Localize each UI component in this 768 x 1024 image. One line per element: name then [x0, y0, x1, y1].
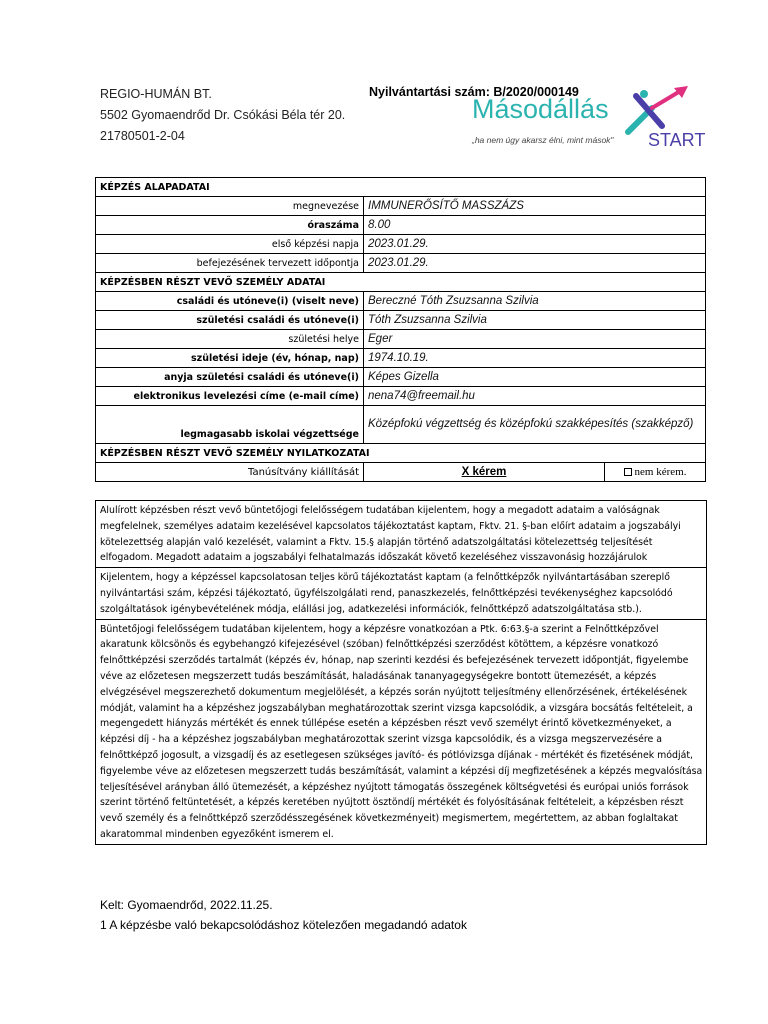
date-line: Kelt: Gyomaendrőd, 2022.11.25. — [100, 898, 273, 912]
training-hours-label: óraszáma — [96, 216, 364, 235]
training-name-label: megnevezése — [96, 197, 364, 216]
declaration-paragraphs — [95, 500, 707, 845]
table-row — [96, 235, 706, 254]
table-row — [96, 311, 706, 330]
birth-place-label: születési helye — [96, 330, 364, 349]
logo-word: Másodállás — [472, 94, 609, 124]
education-label: legmagasabb iskolai végzettsége — [96, 406, 364, 444]
declaration-paragraph: Alulírott képzésben részt vevő büntetőjogi felelősségem tudatában kijelentem, hogy a megadott adataim a valóságnak megfelelnek, személyes adataim kezelésével kapcsolatos tájékoztatást kaptam, Fktv. 21. §-ban előírt adataim a jogszabályi kötelezettség alapján való kezelését, valamint a Fktv. 15.§ alapján történő adatszolgáltatási kötelezettség teljesítését elfogadom. Megadott adataim a jogszabályi felhatalmazás időszakát követő kezeléséhez visszavonásig hozzájárulok — [100, 505, 681, 564]
section-declaration-title: KÉPZÉSBEN RÉSZT VEVŐ SZEMÉLY NYILATKOZATAI — [96, 444, 706, 463]
training-end-label: befejezésének tervezett időpontja — [96, 254, 364, 273]
training-start-value: 2023.01.29. — [364, 235, 706, 254]
person-name-value: Bereczné Tóth Zsuzsanna Szilvia — [364, 292, 706, 311]
training-name-value: IMMUNERŐSÍTŐ MASSZÁZS — [364, 197, 706, 216]
certificate-yes-cell — [364, 463, 605, 481]
person-name-label: családi és utóneve(i) (viselt neve) — [96, 292, 364, 311]
table-row — [96, 406, 706, 444]
company-name: REGIO-HUMÁN BT. — [100, 87, 212, 101]
certificate-no-cell[interactable] — [605, 466, 705, 478]
table-row — [96, 387, 706, 406]
education-value: Középfokú végzettség és középfokú szakképesítés (szakképző) — [364, 406, 706, 444]
document-header — [0, 0, 768, 160]
company-id: 21780501-2-04 — [100, 129, 185, 143]
table-row — [96, 463, 706, 482]
training-end-value: 2023.01.29. — [364, 254, 706, 273]
mother-name-label: anyja születési családi és utóneve(i) — [96, 368, 364, 387]
table-row — [96, 197, 706, 216]
certificate-options — [364, 463, 706, 482]
logo-arrow-icon — [622, 86, 692, 136]
table-row — [96, 216, 706, 235]
company-address: 5502 Gyomaendrőd Dr. Csókási Béla tér 20. — [100, 108, 346, 122]
table-row — [96, 330, 706, 349]
certificate-no-option: nem kérem. — [634, 466, 687, 478]
birth-date-label: születési ideje (év, hónap, nap) — [96, 349, 364, 368]
birth-name-label: születési családi és utóneve(i) — [96, 311, 364, 330]
footnote: 1 A képzésbe való bekapcsolódáshoz kötelezően megadandó adatok — [100, 918, 467, 932]
certificate-yes-option[interactable]: X kérem — [461, 466, 507, 478]
registration-number: Nyilvántartási szám: B/2020/000149 — [369, 85, 579, 99]
email-label: elektronikus levelezési címe (e-mail címe) — [96, 387, 364, 406]
data-table — [95, 177, 706, 482]
birth-place-value: Eger — [364, 330, 706, 349]
logo-start: START — [648, 130, 706, 150]
email-value: nena74@freemail.hu — [364, 387, 706, 406]
checkbox-icon[interactable] — [624, 468, 632, 476]
birth-date-value: 1974.10.19. — [364, 349, 706, 368]
training-start-label: első képzési napja — [96, 235, 364, 254]
section-training-title: KÉPZÉS ALAPADATAI — [96, 178, 706, 197]
declaration-paragraph: Kijelentem, hogy a képzéssel kapcsolatosan teljes körű tájékoztatást kaptam (a felnőttképzők nyilvántartásában szereplő nyilvántartási szám, képzési tájékoztató, ügyfélszolgálati rend, panaszkezelés, felnőttképzési tevékenységhez kapcsolódó szolgáltatások igénybevételének módja, elállási jog, adatkezelési információk, felnőttképző adatszolgáltatása stb.). — [96, 567, 706, 618]
training-hours-value: 8.00 — [364, 216, 706, 235]
table-row — [96, 349, 706, 368]
masodallas-logo — [472, 92, 706, 154]
section-person-title: KÉPZÉSBEN RÉSZT VEVŐ SZEMÉLY ADATAI — [96, 273, 706, 292]
certificate-label: Tanúsítvány kiállítását — [96, 463, 364, 482]
company-block — [100, 84, 345, 147]
table-row — [96, 254, 706, 273]
birth-name-value: Tóth Zsuzsanna Szilvia — [364, 311, 706, 330]
table-row — [96, 368, 706, 387]
declaration-paragraph: Büntetőjogi felelősségem tudatában kijelentem, hogy a képzésre vonatkozóan a Ptk. 6:63.§-a szerint a Felnőttképzővel akaratunk kölcsönös és egybehangzó kifejezésével (szóban) felnőttképzési szerződést kötöttem, a képzésre vonatkozó felnőttképzési szerződés tartalmát (képzés év, hónap, nap szerinti kezdési és befejezésének tervezett időpontját, figyelembe véve az előzetesen megszerzett tudás beszámítását, haladásának tananyagegységekre bontott ütemezését, a képzés elvégzésével megszerezhető dokumentum megjelölését, a képzés során nyújtott teljesítmény ellenőrzésének, értékelésének módját, valamint ha a képzéshez jogszabályban meghatározottak szerint vizsga kapcsolódik, a vizsgára bocsátás feltételeit, a megengedett hiányzás mértékét és ennek túllépése esetén a képzésben részt vevő személyt érintő következményeket, a képzési díj - ha a képzéshez jogszabályban meghatározottak szerint vizsga kapcsolódik, és a vizsga megszervezésére a felnőttképző jogosult, a vizsgadíj és az esetlegesen szükséges javító- és pótlóvizsga díjának - mértékét és fizetésének módját, figyelembe véve az előzetesen megszerzett tudás beszámítását, valamint a képzési díj megfizetésének a képzés megvalósítása teljesítésével arányban álló ütemezését, a képzéshez nyújtott támogatás összegének költségvetési és európai uniós források szerint történő feltüntetését, a képzés keretében nyújtott ösztöndíj mértékét és folyósításának feltételeit, a képzésben részt vevő személy és a felnőttképző szerződésszegésének következményeit) megismertem, megértettem, az abban foglaltakat akaratommal mindenben egyezőként ismerem el. — [96, 619, 706, 844]
logo-tagline: „ha nem úgy akarsz élni, mint mások" — [472, 135, 614, 145]
table-row — [96, 292, 706, 311]
mother-name-value: Képes Gizella — [364, 368, 706, 387]
